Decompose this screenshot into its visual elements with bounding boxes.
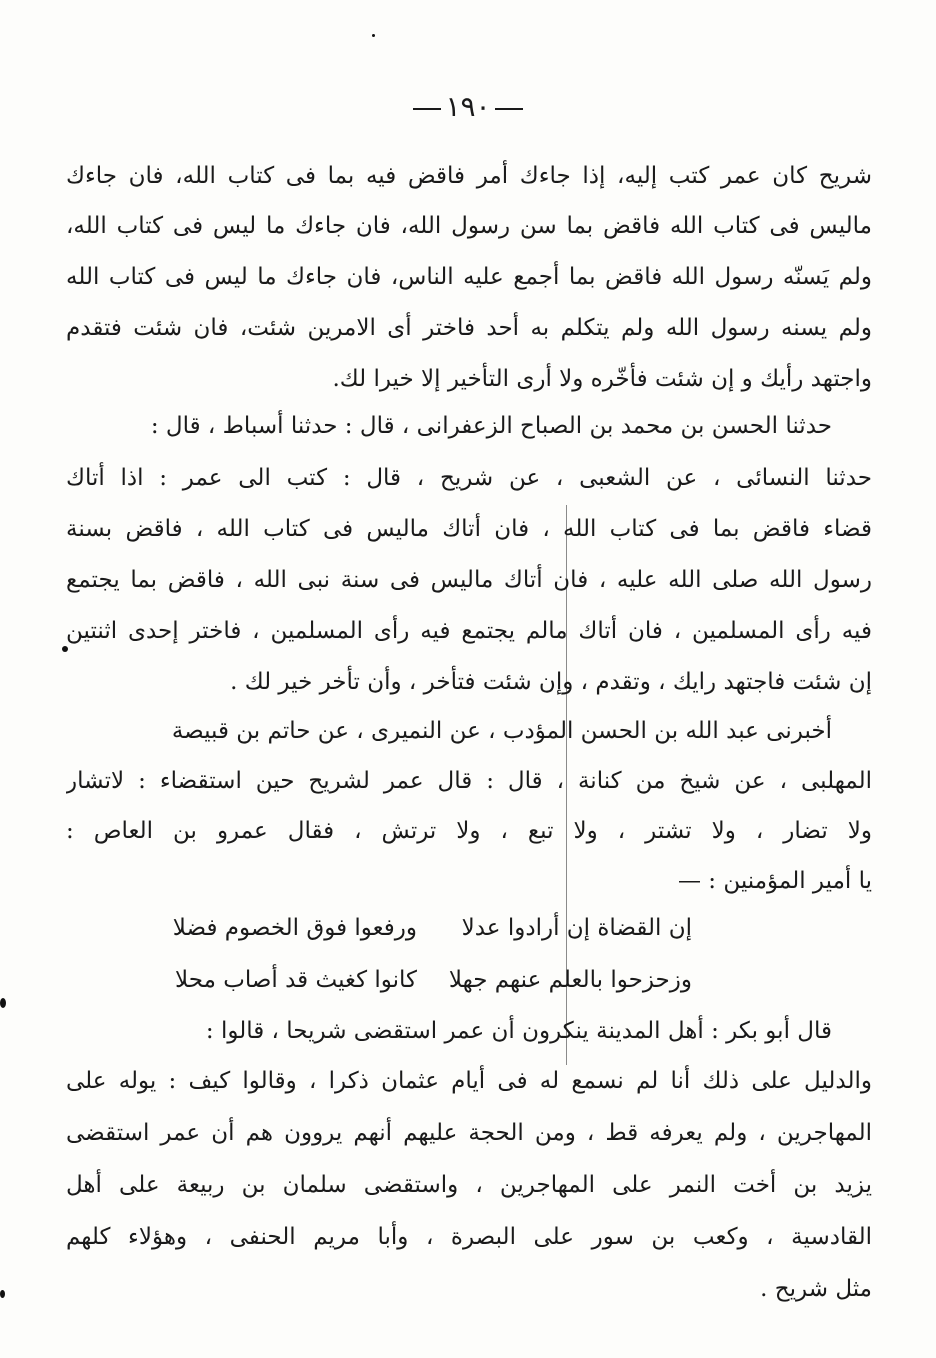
paragraph-4	[66, 1005, 872, 1325]
paragraph-1	[66, 150, 872, 410]
text-line: أخبرنى عبد الله بن الحسن المؤدب ، عن النميرى ، عن حاتم بن قبيصة	[171, 718, 832, 744]
text-line: والدليل على ذلك أنا لم نسمع له فى أيام عثمان ذكرا ، وقالوا كيف : يوله على	[66, 1068, 872, 1094]
text-line: ولم يَسنّه رسول الله فاقض بما أجمع عليه الناس، فان جاءك ما ليس فى كتاب الله	[66, 264, 872, 290]
page-number	[0, 90, 936, 123]
page-number-dash-left	[413, 108, 441, 110]
text-line: القادسية ، وكعب بن سور على البصرة ، وأبا مريم الحنفى ، وهؤلاء كلهم	[66, 1224, 872, 1250]
page-number-value: ١٩٠	[445, 90, 491, 123]
verse-second-hemistich: ورفعوا فوق الخصوم فضلا	[172, 915, 417, 941]
text-line: يزيد بن أخت النمر على المهاجرين ، واستقضى سلمان بن ربيعة على أهل	[66, 1172, 872, 1198]
paragraph-2	[66, 400, 872, 710]
verse-first-hemistich: إن القضاة إن أرادوا عدلا	[461, 915, 692, 941]
verse-second-hemistich: كانوا كغيث قد أصاب محلا	[175, 967, 417, 993]
ink-speck	[0, 998, 6, 1008]
text-line: حدثنا الحسن بن محمد بن الصباح الزعفرانى ، قال : حدثنا أسباط ، قال :	[150, 413, 832, 439]
text-line: ولا تضار ، ولا تشتر ، ولا تبع ، ولا ترتش ، فقال عمرو بن العاص :	[66, 818, 872, 844]
text-line: قضاء فاقض بما فى كتاب الله ، فان أتاك ماليس فى كتاب الله ، فاقض بسنة	[66, 516, 872, 542]
text-line: مثل شريح .	[760, 1276, 872, 1302]
poem	[66, 902, 872, 1012]
text-line: المهاجرين ، ولم يعرفه قط ، ومن الحجة عليهم أنهم يروون هم أن عمر استقضى	[66, 1120, 872, 1146]
poem-verse	[66, 902, 872, 954]
text-line: شريح كان عمر كتب إليه، إذا جاءك أمر فاقض فيه بما فى كتاب الله، فان جاءك	[66, 163, 872, 189]
text-line: ولم يسنه رسول الله ولم يتكلم به أحد فاختر أى الامرين شئت، فان شئت فتقدم	[66, 315, 872, 341]
text-line: المهلبى ، عن شيخ من كنانة ، قال : قال عمر لشريح حين استقضاء : لاتشار	[66, 768, 872, 794]
page-number-dash-right	[495, 108, 523, 110]
text-line: فيه رأى المسلمين ، فان أتاك مالم يجتمع فيه رأى المسلمين ، فاختر إحدى اثنتين	[66, 618, 872, 644]
paragraph-3	[66, 705, 872, 915]
text-line: حدثنا النسائى ، عن الشعبى ، عن شريح ، قال : كتب الى عمر : اذا أتاك	[66, 465, 872, 491]
text-line: ماليس فى كتاب الله فاقض بما سن رسول الله، فان جاءك ما ليس فى كتاب الله،	[66, 213, 872, 239]
text-line: واجتهد رأيك و إن شئت فأخّره ولا أرى التأخير إلا خيرا لك.	[332, 366, 872, 392]
verse-first-hemistich: وزحزحوا بالعلم عنهم جهلا	[448, 967, 692, 993]
text-line: قال أبو بكر : أهل المدينة ينكرون أن عمر استقضى شريحا ، قالوا :	[205, 1018, 832, 1044]
text-line: إن شئت فاجتهد رايك ، وتقدم ، وإن شئت فتأخر ، وأن تأخر خير لك .	[230, 669, 872, 695]
ink-speck	[372, 34, 375, 37]
text-line: رسول الله صلى الله عليه ، فان أتاك ماليس فى سنة نبى الله ، فاقض بما يجتمع	[66, 567, 872, 593]
text-line: يا أمير المؤمنين : —	[677, 868, 872, 894]
poem-verse	[66, 954, 872, 1006]
ink-speck	[0, 1290, 5, 1298]
